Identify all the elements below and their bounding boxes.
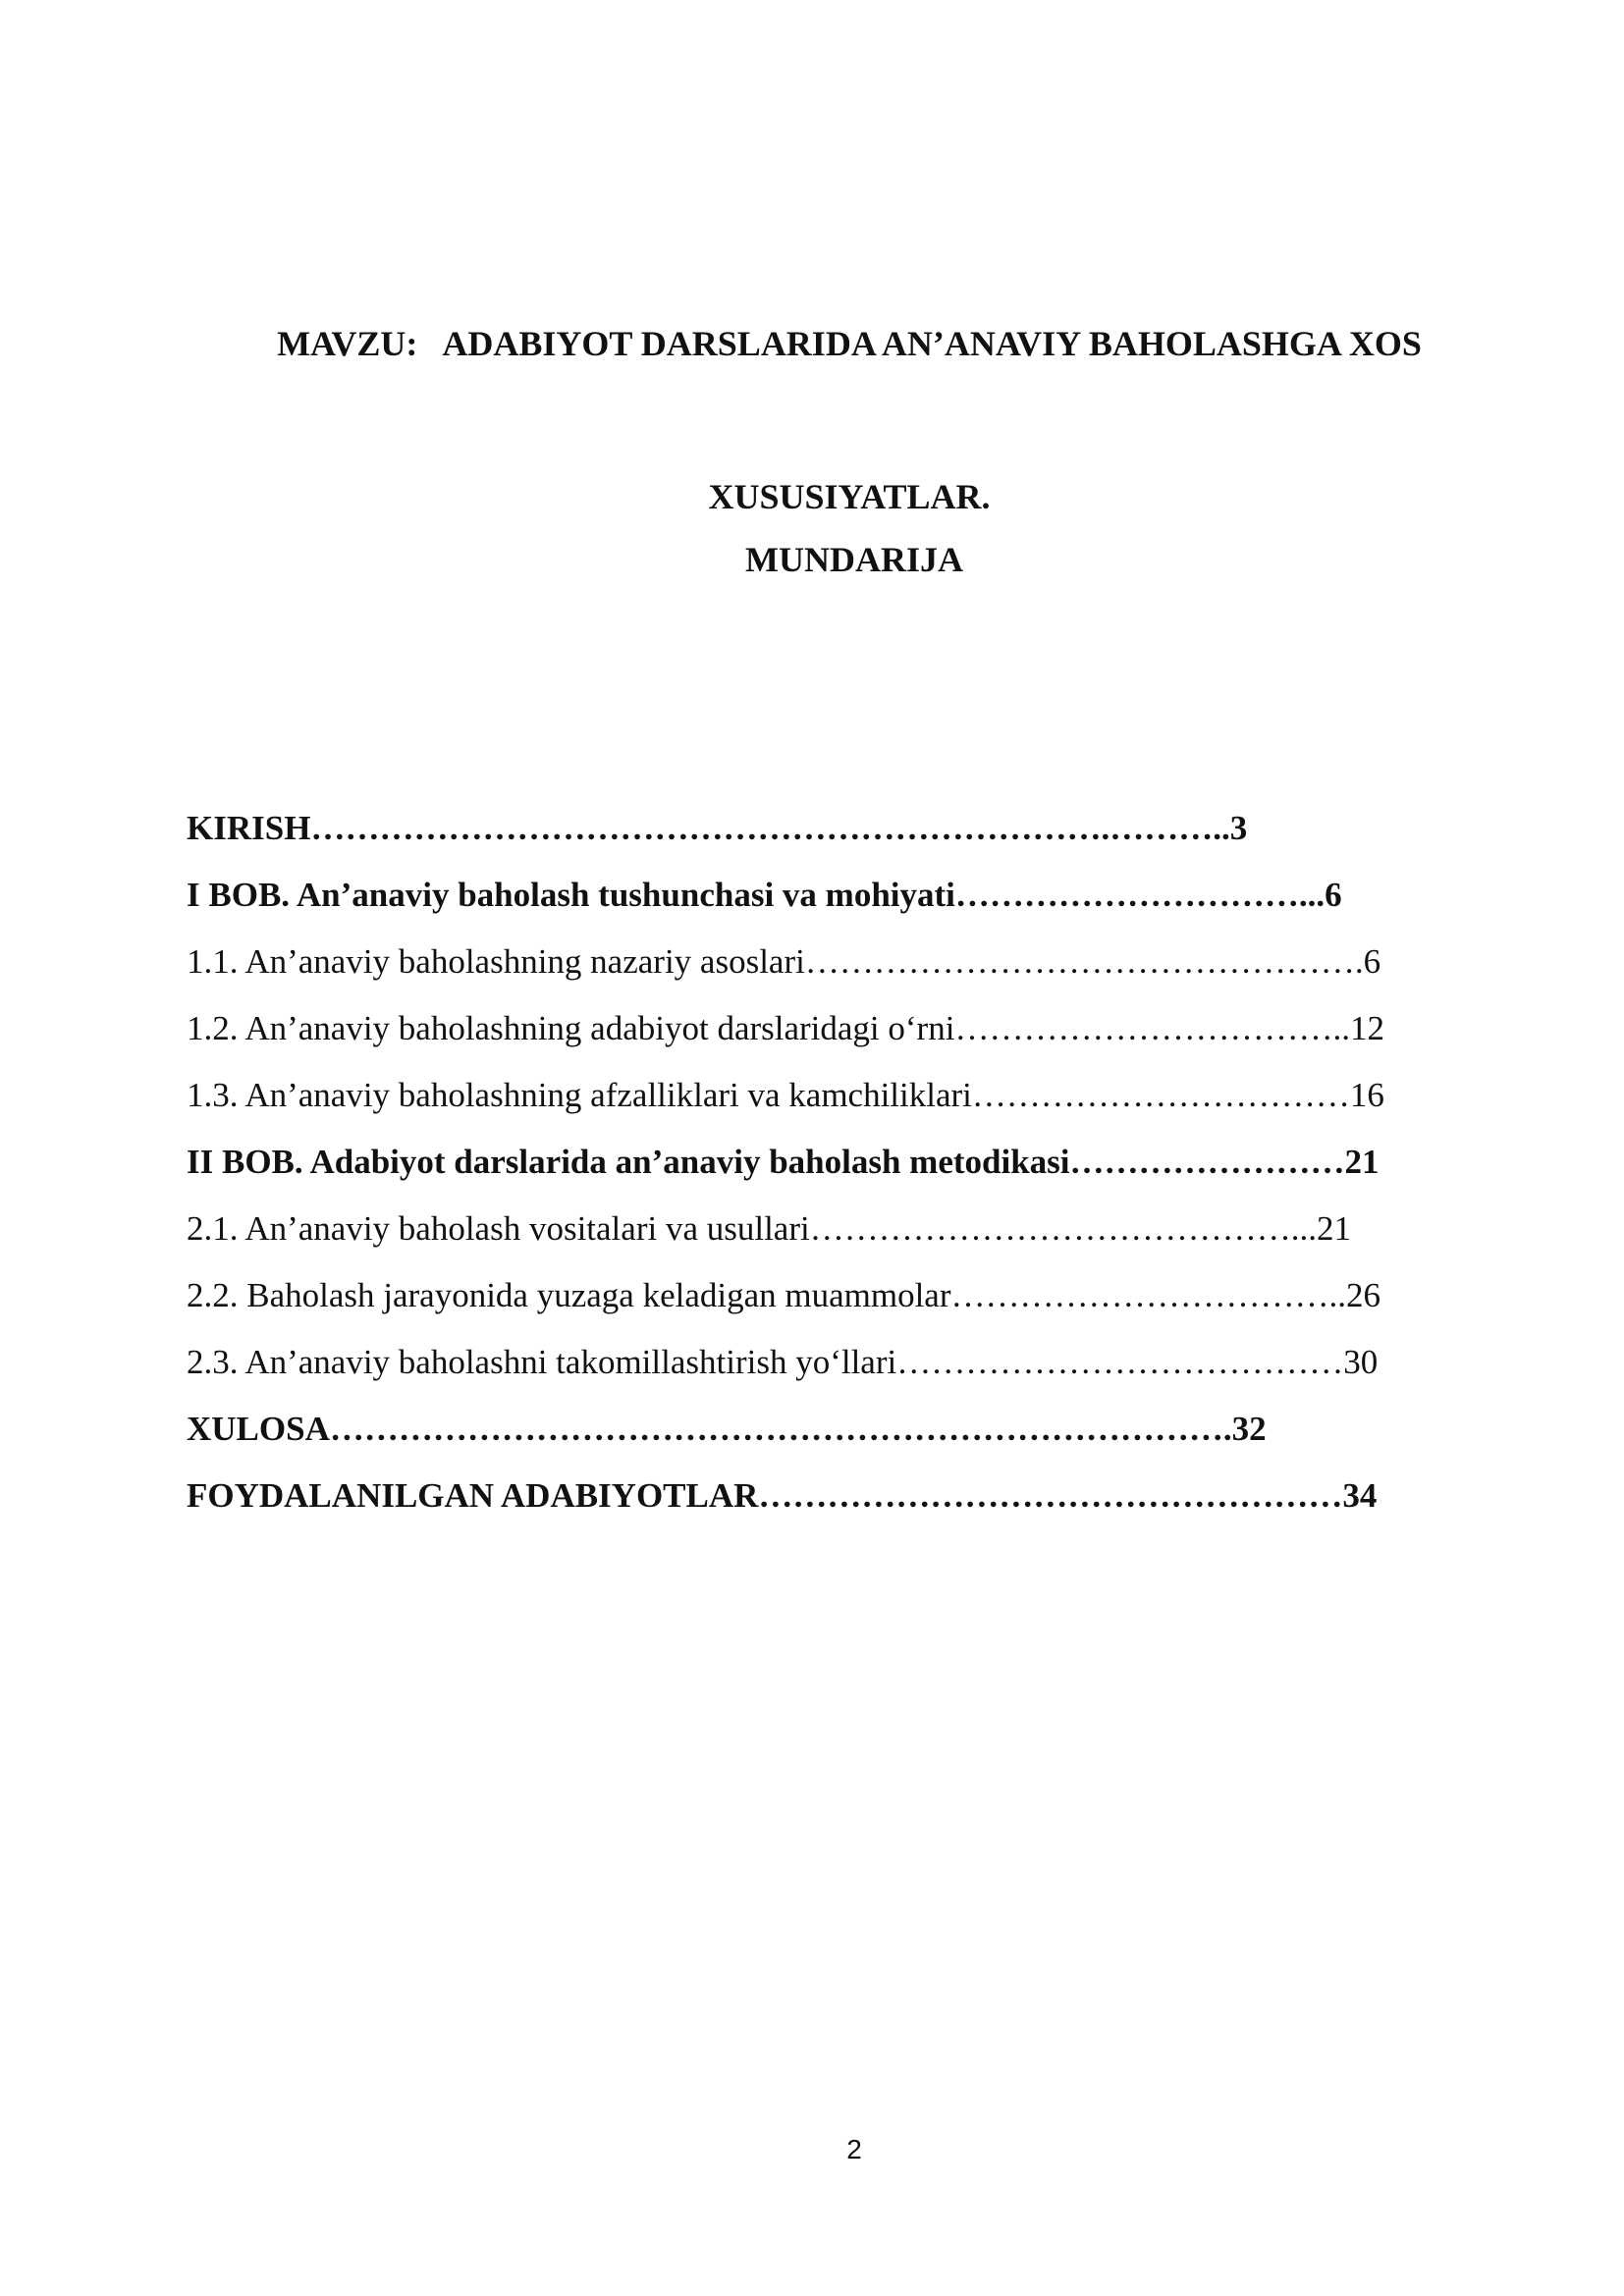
toc-entry-label: 1.3. An’anaviy baholashning afzalliklari va kamchiliklari [187, 1076, 972, 1114]
toc-entry-leader: …………………………... [954, 876, 1326, 914]
toc-entry-label: FOYDALANILGAN ADABIYOTLAR [187, 1476, 759, 1515]
toc-entry-leader: …………………… [1069, 1143, 1345, 1181]
toc-entry-page: 26 [1346, 1276, 1380, 1314]
document-title-line-1: MAVZU: ADABIYOT DARSLARIDA AN’ANAVIY BAHOLASHGA XOS [277, 324, 1422, 363]
toc-entry-page: 21 [1316, 1209, 1351, 1248]
toc-entry-page: 21 [1344, 1143, 1380, 1181]
toc-entry-page: 16 [1349, 1076, 1384, 1114]
toc-entry-label: XULOSA [187, 1410, 330, 1448]
toc-entry-label: 1.1. An’anaviy baholashning nazariy asoslari [187, 942, 805, 981]
contents-heading: MUNDARIJA [745, 540, 963, 579]
toc-entry [187, 870, 1517, 936]
toc-entry-leader: ……………………………………... [809, 1209, 1317, 1248]
page-number: 2 [846, 2134, 862, 2164]
document-title-line-2: XUSUSIYATLAR. [708, 477, 991, 516]
toc-entry [187, 1137, 1517, 1203]
toc-entry-label: 2.1. An’anaviy baholash vositalari va usullari [187, 1209, 810, 1248]
toc-entry [187, 936, 1517, 1003]
toc-entry [187, 1203, 1517, 1270]
toc-entry-label: 2.3. An’anaviy baholashni takomillashtirish yo‘llari [187, 1343, 897, 1381]
toc-entry [187, 1337, 1517, 1404]
toc-entry [187, 1470, 1517, 1537]
toc-entry-label: 2.2. Baholash jarayonida yuzaga keladigan muammolar [187, 1276, 951, 1314]
toc-entry [187, 1003, 1517, 1070]
toc-entry-leader: …………………………………………. [804, 942, 1364, 981]
document-title [147, 216, 1551, 573]
toc-entry-page: 6 [1325, 876, 1342, 914]
toc-entry [187, 1070, 1517, 1137]
toc-entry-leader: …………………………… [971, 1076, 1350, 1114]
toc-entry-label: II BOB. Adabiyot darslarida an’anaviy baholash metodikasi [187, 1143, 1070, 1181]
toc-entry-leader: ………………………………… [896, 1343, 1344, 1381]
toc-entry [187, 1404, 1517, 1470]
toc-entry-label: 1.2. An’anaviy baholashning adabiyot darslaridagi o‘rni [187, 1009, 955, 1047]
toc-entry-label: KIRISH [187, 809, 311, 847]
toc-entry [187, 1270, 1517, 1337]
toc-entry-leader: …………………………………………… [758, 1476, 1343, 1515]
toc-entry-label: I BOB. An’anaviy baholash tushunchasi va mohiyati [187, 876, 955, 914]
toc-entry-page: 34 [1342, 1476, 1378, 1515]
toc-entry-leader: …………………………………………………………….……….. [310, 809, 1230, 847]
toc-entry-page: 6 [1363, 942, 1381, 981]
toc-entry-page: 12 [1349, 1009, 1384, 1047]
toc-entry-leader: …………………………….. [950, 1276, 1346, 1314]
toc-entry [187, 803, 1517, 870]
toc-entry-page: 30 [1343, 1343, 1379, 1381]
toc-entry-page: 32 [1231, 1410, 1267, 1448]
toc-entry-leader: ……………………………………………………………………. [329, 1410, 1232, 1448]
toc-entry-page: 3 [1229, 809, 1248, 847]
table-of-contents [187, 803, 1517, 1537]
toc-entry-leader: …………………………….. [954, 1009, 1350, 1047]
